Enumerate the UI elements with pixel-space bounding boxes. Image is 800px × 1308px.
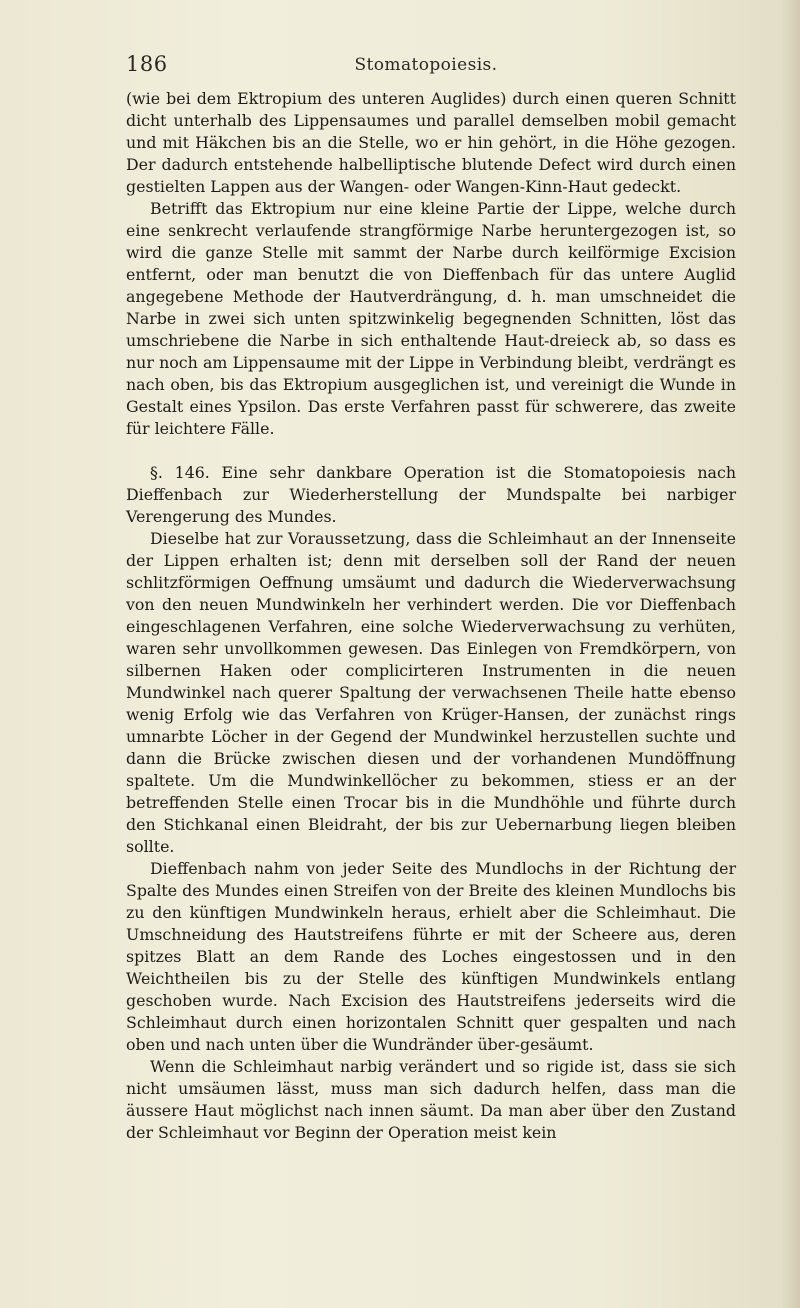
page-number: 186: [126, 52, 168, 76]
body-text: [126, 88, 736, 1144]
page-header: [126, 52, 726, 80]
paragraph-continuation: (wie bei dem Ektropium des unteren Auglides) durch einen queren Schnitt dicht unterhalb des Lippensaumes und parallel demselben mobil gemacht und mit Häkchen bis an die Stelle, wo er hin gehört, in die Höhe gezogen. Der dadurch entstehende halbelliptische blutende Defect wird durch einen gestielten Lappen aus der Wangen- oder Wangen-Kinn-Haut gedeckt.: [126, 89, 736, 196]
paragraph-ektropium-partial: Betrifft das Ektropium nur eine kleine Partie der Lippe, welche durch eine senkrecht verlaufende strangförmige Narbe heruntergezogen ist, so wird die ganze Stelle mit sammt der Narbe durch keilförmige Excision entfernt, oder man benutzt die von Dieffenbach für das untere Auglid angegebene Methode der Hautverdrängung, d. h. man umschneidet die Narbe in zwei sich unten spitzwinkelig begegnenden Schnitten, löst das umschriebene die Narbe in sich enthaltende Haut-dreieck ab, so dass es nur noch am Lippensaume mit der Lippe in Verbindung bleibt, verdrängt es nach oben, bis das Ektropium ausgeglichen ist, und vereinigt die Wunde in Gestalt eines Ypsilon. Das erste Verfahren passt für schwerere, das zweite für leichtere Fälle.: [126, 199, 736, 438]
paragraph-rigid-mucosa: Wenn die Schleimhaut narbig verändert und so rigide ist, dass sie sich nicht umsäumen lässt, muss man sich dadurch helfen, dass man die äussere Haut möglichst nach innen säumt. Da man aber über den Zustand der Schleimhaut vor Beginn der Operation meist kein: [126, 1057, 736, 1142]
paragraph-prerequisite: Dieselbe hat zur Voraussetzung, dass die Schleimhaut an der Innenseite der Lippen erhalten ist; denn mit derselben soll der Rand der neuen schlitzförmigen Oeffnung umsäumt und dadurch die Wiederverwachsung von den neuen Mundwinkeln her verhindert werden. Die vor Dieffenbach eingeschlagenen Verfahren, eine solche Wiederverwachsung zu verhüten, waren sehr unvollkommen gewesen. Das Einlegen von Fremdkörpern, von silbernen Haken oder complicirteren Instrumenten in die neuen Mundwinkel nach querer Spaltung der verwachsenen Theile hatte ebenso wenig Erfolg wie das Verfahren von Krüger-Hansen, der zunächst rings umnarbte Löcher in der Gegend der Mundwinkel herzustellen suchte und dann die Brücke zwischen diesen und der vorhandenen Mundöffnung spaltete. Um die Mundwinkellöcher zu bekommen, stiess er an der betreffenden Stelle einen Trocar bis in die Mundhöhle und führte durch den Stichkanal einen Bleidraht, der bis zur Uebernarbung liegen bleiben sollte.: [126, 529, 736, 856]
paragraph-dieffenbach-method: Dieffenbach nahm von jeder Seite des Mundlochs in der Richtung der Spalte des Mundes einen Streifen von der Breite des kleinen Mundlochs bis zu den künftigen Mundwinkeln heraus, erhielt aber die Schleimhaut. Die Umschneidung des Hautstreifens führte er mit der Scheere aus, deren spitzes Blatt an dem Rande des Loches eingestossen und in den Weichtheilen bis zu der Stelle des künftigen Mundwinkels entlang geschoben wurde. Nach Excision des Hautstreifens jederseits wird die Schleimhaut durch einen horizontalen Schnitt quer gespalten und nach oben und nach unten über die Wundränder über-gesäumt.: [126, 859, 736, 1054]
page-edge-shadow: [782, 0, 800, 1308]
section-146-heading-paragraph: §. 146. Eine sehr dankbare Operation ist die Stomatopoiesis nach Dieffenbach zur Wiederherstellung der Mundspalte bei narbiger Verengerung des Mundes.: [126, 463, 736, 526]
running-title: Stomatopoiesis.: [354, 55, 498, 75]
